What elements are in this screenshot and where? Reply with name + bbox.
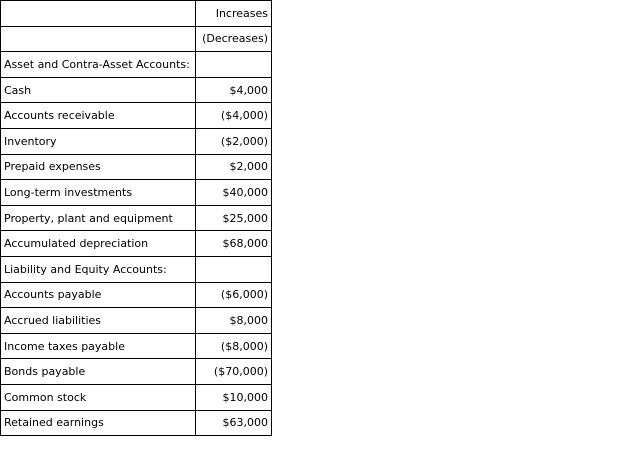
table-row xyxy=(1,384,272,410)
table-row xyxy=(1,180,272,206)
header-row xyxy=(1,26,272,52)
account-label: Retained earnings xyxy=(1,410,196,436)
header-blank-cell xyxy=(1,1,196,27)
account-value: $40,000 xyxy=(196,180,272,206)
account-value: ($2,000) xyxy=(196,128,272,154)
account-value: ($4,000) xyxy=(196,103,272,129)
account-label: Accounts receivable xyxy=(1,103,196,129)
table-row xyxy=(1,103,272,129)
account-value: $25,000 xyxy=(196,205,272,231)
account-label: Inventory xyxy=(1,128,196,154)
account-label: Accounts payable xyxy=(1,282,196,308)
table-row xyxy=(1,77,272,103)
table-row xyxy=(1,282,272,308)
account-value: $2,000 xyxy=(196,154,272,180)
table-row xyxy=(1,308,272,334)
header-row xyxy=(1,1,272,27)
table-row xyxy=(1,333,272,359)
account-value: ($8,000) xyxy=(196,333,272,359)
account-label: Accumulated depreciation xyxy=(1,231,196,257)
section-row xyxy=(1,52,272,78)
header-increases: Increases xyxy=(196,1,272,27)
account-label: Prepaid expenses xyxy=(1,154,196,180)
section-row xyxy=(1,256,272,282)
asset-section-title: Asset and Contra-Asset Accounts: xyxy=(1,52,196,78)
header-decreases: (Decreases) xyxy=(196,26,272,52)
table-row xyxy=(1,128,272,154)
account-value: ($6,000) xyxy=(196,282,272,308)
account-label: Long-term investments xyxy=(1,180,196,206)
table-row xyxy=(1,231,272,257)
header-blank-cell xyxy=(1,26,196,52)
account-value: ($70,000) xyxy=(196,359,272,385)
account-value: $8,000 xyxy=(196,308,272,334)
table-row xyxy=(1,359,272,385)
account-value: $68,000 xyxy=(196,231,272,257)
account-label: Income taxes payable xyxy=(1,333,196,359)
liability-section-title: Liability and Equity Accounts: xyxy=(1,256,196,282)
balance-changes-table xyxy=(0,0,272,436)
account-value: $63,000 xyxy=(196,410,272,436)
empty-value-cell xyxy=(196,256,272,282)
account-label: Bonds payable xyxy=(1,359,196,385)
account-label: Common stock xyxy=(1,384,196,410)
account-label: Cash xyxy=(1,77,196,103)
table-row xyxy=(1,154,272,180)
account-value: $10,000 xyxy=(196,384,272,410)
empty-value-cell xyxy=(196,52,272,78)
account-value: $4,000 xyxy=(196,77,272,103)
table-row xyxy=(1,205,272,231)
account-label: Accrued liabilities xyxy=(1,308,196,334)
account-label: Property, plant and equipment xyxy=(1,205,196,231)
table-row xyxy=(1,410,272,436)
